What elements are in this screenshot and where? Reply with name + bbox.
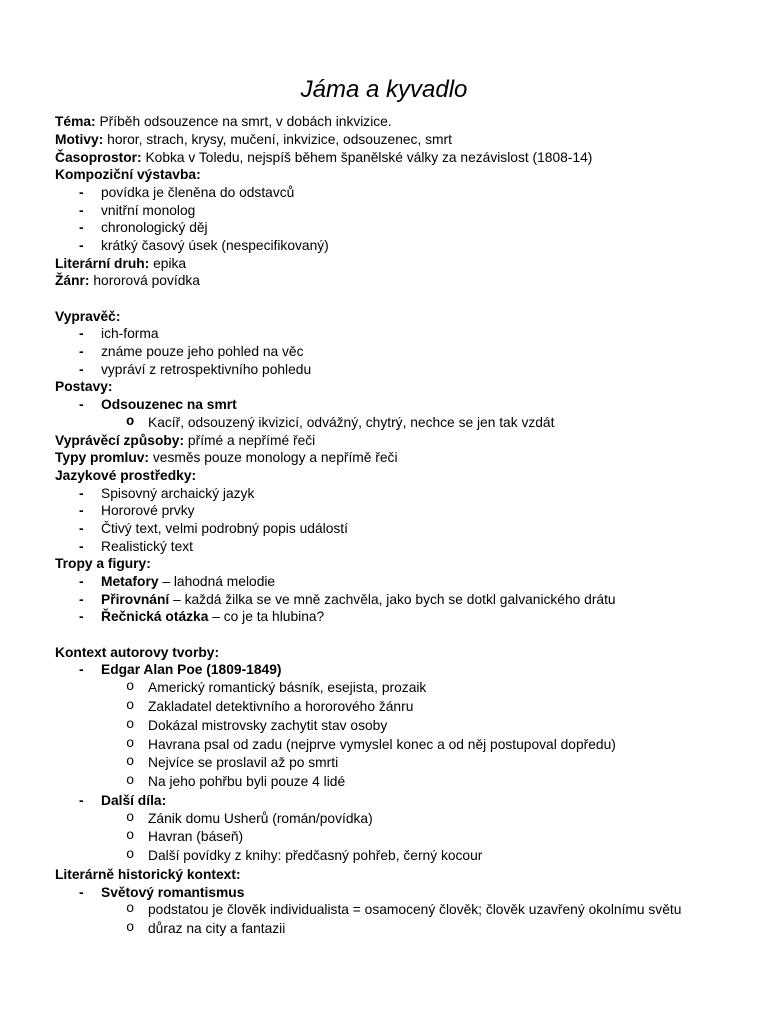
document-title: Jáma a kyvadlo [300,76,468,103]
list-item: - Čtivý text, velmi podrobný popis událostí [0,520,768,538]
sub-list-item: o Na jeho pohřbu byli pouze 4 lidé [0,773,768,792]
motivy-line [0,131,768,149]
literarni-druh-label: Literární druh: [55,255,150,271]
sub-list-item: o Nejvíce se proslavil až po smrti [0,754,768,773]
literarni-druh-text: epika [153,255,187,271]
literarni-druh-line [0,255,768,273]
kompozicni-vystavba-heading [0,166,768,184]
typy-promluv-label: Typy promluv: [55,450,150,466]
typy-promluv-line [0,449,768,467]
figure-example: – lahodná melodie [162,574,276,590]
typy-promluv-text: vesměs pouze monology a nepřímě řeči [152,450,398,466]
tema-text: Příběh odsouzence na smrt, v dobách inkvizice. [99,114,392,130]
figure-term: Metafory [101,574,159,590]
blank-line [0,626,768,644]
vypravecí-zpusoby-label: Vyprávěcí způsoby: [55,432,185,448]
list-item: - Hororové prvky [0,502,768,520]
other-works-heading: Další díla: [101,792,167,808]
sub-list-item: o podstatou je člověk individualista = osamocený člověk; člověk uzavřený okolnímu světu [0,901,768,920]
vypravecí-zpusoby-line [0,432,768,450]
motivy-label: Motivy: [55,131,104,147]
figure-example: – co je ta hlubina? [212,609,325,625]
list-item: - povídka je členěna do odstavců [0,184,768,202]
list-item [0,396,768,414]
sub-list-item: o Dokázal mistrovsky zachytit stav osoby [0,717,768,736]
sub-list-item: o Americký romantický básník, esejista, prozaik [0,679,768,698]
vypravec-heading [0,308,768,326]
vypravec-label: Vypravěč: [55,308,121,324]
postavy-heading [0,378,768,396]
blank-line [0,290,768,308]
list-item [0,573,768,591]
tema-line [0,113,768,131]
figure-term: Přirovnání [101,591,170,607]
figure-example: – každá žilka se ve mně zachvěla, jako bych se dotkl galvanického drátu [173,591,616,607]
list-item: - známe pouze jeho pohled na věc [0,343,768,361]
literarne-historicky-kontext-heading [0,866,768,884]
tropy-a-figury-heading [0,555,768,573]
sub-list-item: o Zánik domu Usherů (román/povídka) [0,810,768,829]
list-item: - vypráví z retrospektivního pohledu [0,361,768,379]
postavy-label: Postavy: [55,379,113,395]
list-item: - vnitřní monolog [0,202,768,220]
kontext-autorovy-tvorby-label: Kontext autorovy tvorby: [55,644,220,660]
movement-heading: Světový romantismus [101,884,245,900]
casoprostor-text: Kobka v Toledu, nejspíš během španělské války za nezávislost (1808-14) [145,149,593,165]
list-item: - Realistický text [0,538,768,556]
author-heading: Edgar Alan Poe (1809-1849) [101,662,282,678]
motivy-text: horor, strach, krysy, mučení, inkvizice, odsouzenec, smrt [107,131,452,147]
list-item: - chronologický děj [0,219,768,237]
list-item: - krátký časový úsek (nespecifikovaný) [0,237,768,255]
sub-list-item: o Havrana psal od zadu (nejprve vymyslel konec a od něj postupoval dopředu) [0,736,768,755]
tropy-a-figury-label: Tropy a figury: [55,556,151,572]
zanr-label: Žánr: [55,273,90,289]
character-name: Odsouzenec na smrt [101,397,237,413]
zanr-text: hororová povídka [93,273,200,289]
list-item [0,884,768,902]
list-item [0,661,768,679]
list-item [0,608,768,626]
sub-list-item: o Havran (báseň) [0,828,768,847]
kontext-autorovy-tvorby-heading [0,644,768,662]
casoprostor-label: Časoprostor: [55,149,142,165]
literarne-historicky-kontext-label: Literárně historický kontext: [55,867,241,882]
list-item [0,792,768,810]
sub-list-item: o důraz na city a fantazii [0,920,768,939]
list-item: - ich-forma [0,325,768,343]
kompozicni-vystavba-label: Kompoziční výstavba: [55,167,201,183]
jazykove-prostredky-label: Jazykové prostředky: [55,467,197,483]
jazykove-prostredky-heading [0,467,768,485]
sub-list-item: o Zakladatel detektivního a hororového žánru [0,698,768,717]
sub-list-item: o Kacíř, odsouzený ikvizicí, odvážný, chytrý, nechce se jen tak vzdát [0,414,768,432]
figure-term: Řečnická otázka [101,609,209,625]
sub-list-item: o Další povídky z knihy: předčasný pohřeb, černý kocour [0,847,768,866]
tema-label: Téma: [55,114,96,130]
list-item [0,591,768,609]
vypravecí-zpusoby-text: přímé a nepřímé řeči [187,432,316,448]
casoprostor-line [0,149,768,167]
zanr-line [0,272,768,290]
document-body [0,113,768,939]
list-item: - Spisovný archaický jazyk [0,485,768,503]
